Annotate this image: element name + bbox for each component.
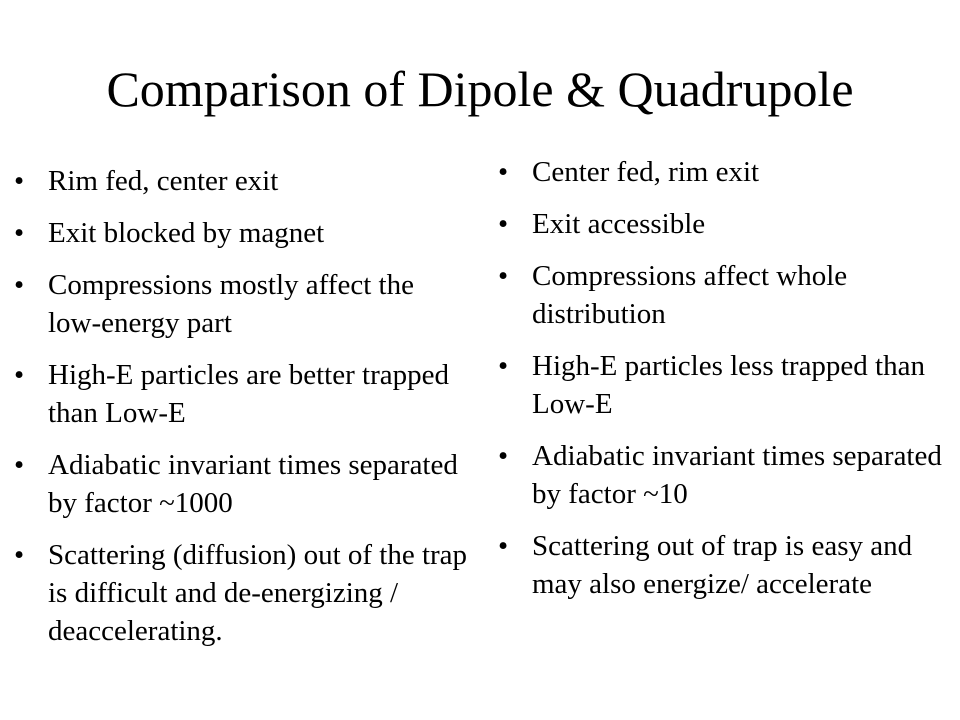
bullet-icon: • (498, 156, 509, 188)
bullet-text: Compressions mostly affect the low-energy part (48, 269, 414, 339)
list-item (14, 214, 474, 252)
bullet-text: Center fed, rim exit (532, 156, 760, 188)
list-item (14, 162, 474, 200)
bullet-text: Adiabatic invariant times separated by factor ~10 (532, 440, 942, 510)
bullet-text: Rim fed, center exit (48, 165, 279, 197)
bullet-icon: • (14, 539, 25, 571)
list-item (14, 266, 474, 342)
bullet-text: High-E particles are better trapped than Low-E (48, 359, 449, 429)
bullet-text: Scattering (diffusion) out of the trap is difficult and de-energizing / deaccelerating. (48, 539, 468, 647)
bullet-text: High-E particles less trapped than Low-E (532, 350, 925, 420)
quadrupole-bullet-list (498, 153, 948, 617)
bullet-text: Exit blocked by magnet (48, 217, 325, 249)
list-item (14, 536, 474, 650)
bullet-icon: • (498, 208, 509, 240)
list-item (14, 446, 474, 522)
list-item (498, 153, 948, 191)
list-item (498, 527, 948, 603)
bullet-icon: • (14, 449, 25, 481)
slide-title: Comparison of Dipole & Quadrupole (106, 61, 854, 117)
bullet-icon: • (14, 269, 25, 301)
bullet-icon: • (498, 350, 509, 382)
bullet-icon: • (14, 165, 25, 197)
dipole-bullet-list (14, 162, 474, 664)
bullet-icon: • (498, 530, 509, 562)
bullet-icon: • (498, 260, 509, 292)
bullet-text: Exit accessible (532, 208, 706, 240)
list-item (498, 205, 948, 243)
bullet-text: Scattering out of trap is easy and may also energize/ accelerate (532, 530, 913, 600)
bullet-icon: • (498, 440, 509, 472)
bullet-text: Compressions affect whole distribution (532, 260, 848, 330)
list-item (14, 356, 474, 432)
list-item (498, 437, 948, 513)
list-item (498, 347, 948, 423)
bullet-text: Adiabatic invariant times separated by factor ~1000 (48, 449, 458, 519)
bullet-icon: • (14, 217, 25, 249)
list-item (498, 257, 948, 333)
bullet-icon: • (14, 359, 25, 391)
